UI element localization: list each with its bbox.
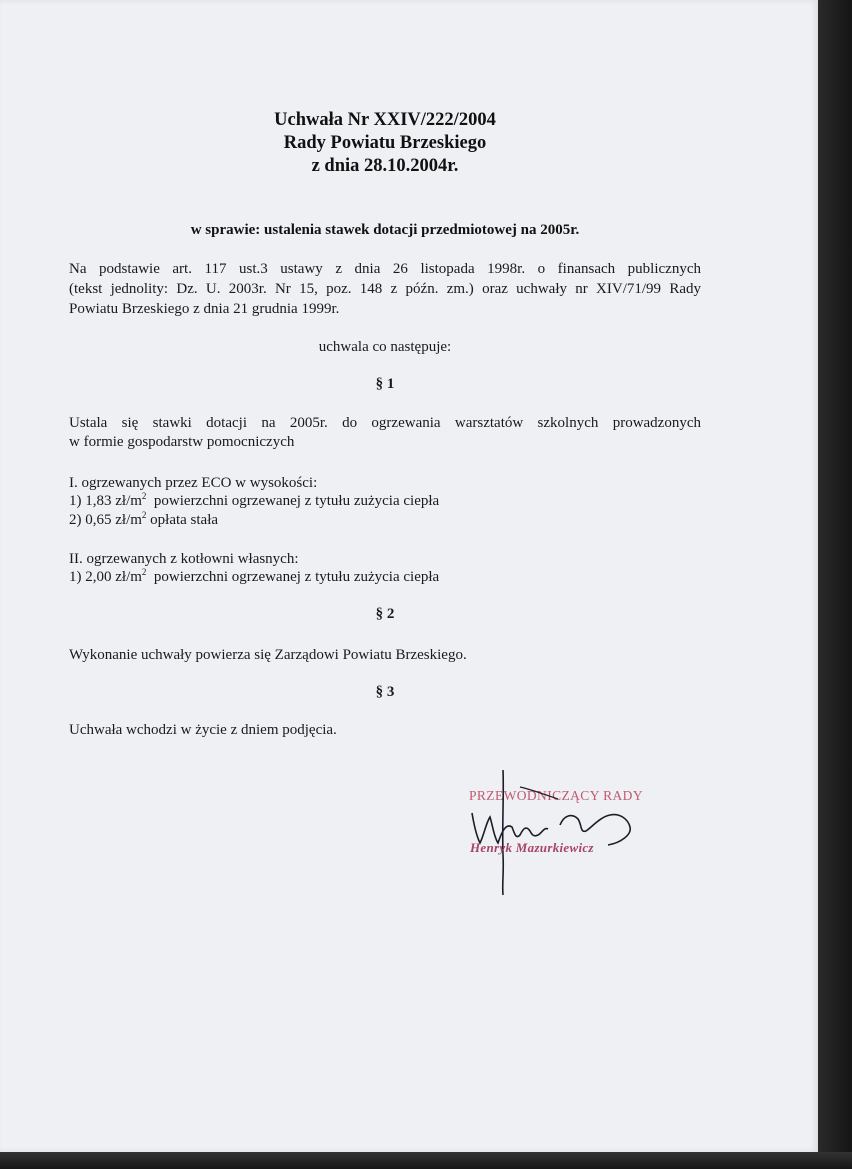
unit-exponent: 2 [141,510,147,520]
handwritten-signature [460,765,660,900]
preamble-line-2: (tekst jednolity: Dz. U. 2003r. Nr 15, poz. 148 z późn. zm.) oraz uchwały nr XIV/71/99 Rady [69,281,701,297]
council-name: Rady Powiatu Brzeskiego [283,133,487,153]
group-2-heading: II. ogrzewanych z kotłowni własnych: [69,551,299,567]
section-3-text: Uchwała wchodzi w życie z dniem podjęcia. [69,722,337,738]
chairman-stamp-role: PRZEWODNICZĄCY RADY [469,788,643,803]
preamble-line-1: Na podstawie art. 117 ust.3 ustawy z dnia 26 listopada 1998r. o finansach publicznych [69,261,701,277]
scan-edge-right [818,0,852,1169]
unit-exponent: 2 [141,567,147,577]
rate-description: powierzchni ogrzewanej z tytułu zużycia ciepła [146,569,440,585]
rate-description: opłata stała [146,512,219,528]
rate-value: 1) 2,00 zł/m [69,569,142,585]
chairman-stamp-name: Henryk Mazurkiewicz [470,840,594,855]
group-1-heading: I. ogrzewanych przez ECO w wysokości: [69,475,318,491]
section-1-mark: § 1 [375,376,395,392]
group-1-item-2 [69,511,218,530]
scan-edge-bottom [0,1152,852,1169]
resolution-date: z dnia 28.10.2004r. [311,156,459,176]
section-1-intro-line-1: Ustala się stawki dotacji na 2005r. do ogrzewania warsztatów szkolnych prowadzonych [69,415,701,431]
resolution-subject: w sprawie: ustalenia stawek dotacji przedmiotowej na 2005r. [190,222,580,238]
rate-value: 1) 1,83 zł/m [69,493,142,509]
resolves-clause: uchwala co następuje: [318,339,452,355]
section-2-text: Wykonanie uchwały powierza się Zarządowi Powiatu Brzeskiego. [69,647,467,663]
section-3-mark: § 3 [375,684,395,700]
group-1-item-1 [69,492,439,511]
resolution-number: Uchwała Nr XXIV/222/2004 [274,110,496,130]
group-2-item-1 [69,568,439,587]
section-2-mark: § 2 [375,606,395,622]
rate-value: 2) 0,65 zł/m [69,512,142,528]
unit-exponent: 2 [141,491,147,501]
section-1-intro-line-2: w formie gospodarstw pomocniczych [69,434,295,450]
preamble-line-3: Powiatu Brzeskiego z dnia 21 grudnia 1999r. [69,301,340,317]
rate-description: powierzchni ogrzewanej z tytułu zużycia ciepła [146,493,440,509]
